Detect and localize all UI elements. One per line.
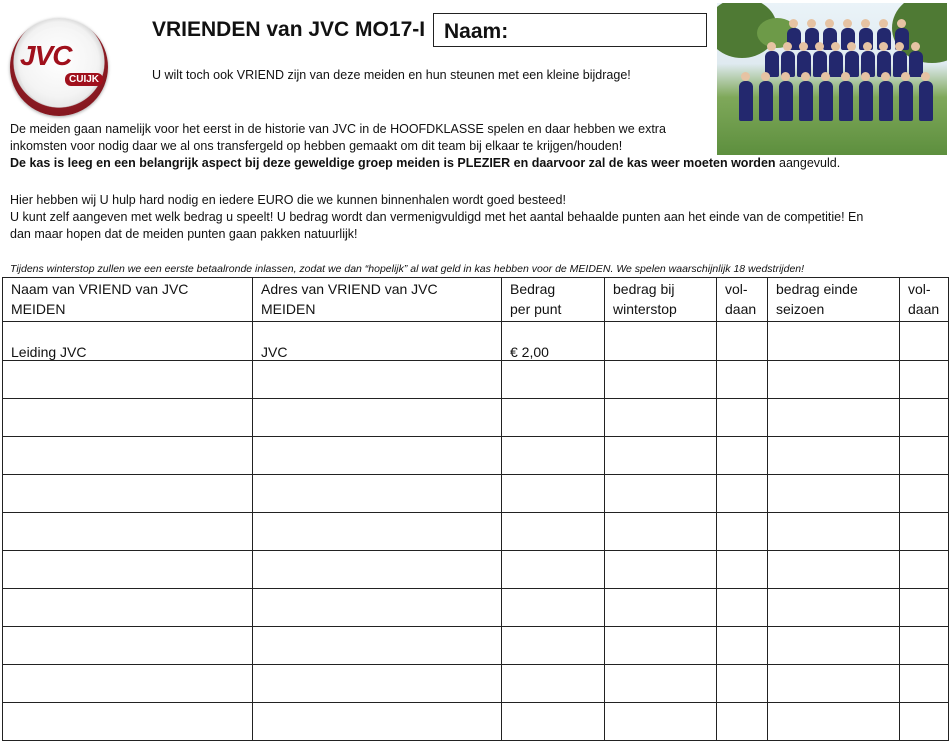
table-cell[interactable] (502, 475, 605, 513)
table-cell[interactable] (768, 399, 900, 437)
table-cell[interactable] (502, 399, 605, 437)
column-header-line: vol- (725, 281, 748, 297)
table-body (3, 322, 949, 741)
paragraph-1-line-2: inkomsten voor nodig daar we al ons transfergeld op hebben gemaakt om dit team bij elkaar te krijgen/houden! (10, 139, 623, 153)
page-title: VRIENDEN van JVC MO17-I (152, 18, 426, 41)
table-cell[interactable] (253, 361, 502, 399)
player-head (921, 72, 930, 81)
table-cell[interactable] (605, 551, 717, 589)
player-head (825, 19, 834, 28)
table-cell[interactable] (502, 437, 605, 475)
table-cell[interactable] (3, 703, 253, 741)
column-header-line: MEIDEN (261, 301, 316, 317)
table-cell[interactable] (717, 475, 768, 513)
table-cell[interactable] (605, 322, 717, 361)
player-figure (779, 81, 793, 121)
player-head (799, 42, 808, 51)
table-cell[interactable] (717, 551, 768, 589)
payment-note: Tijdens winterstop zullen we een eerste betaalronde inlassen, zodat we dan “hopelijk” al wat geld in kas hebben voor de MEIDEN. We spelen waarschijnlijk 18 wedstrijden! (10, 263, 805, 275)
player-figure (839, 81, 853, 121)
table-cell[interactable] (768, 551, 900, 589)
player-head (767, 42, 776, 51)
table-cell[interactable] (502, 589, 605, 627)
table-cell[interactable] (3, 589, 253, 627)
table-cell[interactable] (253, 627, 502, 665)
column-header-line: Adres van VRIEND van JVC (261, 281, 438, 297)
table-cell[interactable] (253, 589, 502, 627)
table-cell[interactable] (768, 627, 900, 665)
column-header-line: daan (725, 301, 757, 317)
player-head (831, 42, 840, 51)
table-row (3, 589, 949, 627)
paragraph-3-line-3: dan maar hopen dat de meiden punten gaan pakken natuurlijk! (10, 227, 358, 241)
table-cell[interactable] (768, 665, 900, 703)
column-header (768, 278, 900, 322)
jvc-logo (10, 18, 108, 116)
table-cell[interactable] (3, 399, 253, 437)
table-cell[interactable] (605, 627, 717, 665)
player-figure (819, 81, 833, 121)
table-row (3, 551, 949, 589)
table-cell[interactable] (717, 627, 768, 665)
table-cell[interactable] (502, 627, 605, 665)
table-cell[interactable] (502, 703, 605, 741)
column-header (253, 278, 502, 322)
table-row (3, 513, 949, 551)
table-cell[interactable] (253, 513, 502, 551)
player-head (807, 19, 816, 28)
player-head (879, 19, 888, 28)
player-head (911, 42, 920, 51)
table-cell[interactable] (900, 703, 949, 741)
table-cell[interactable] (768, 322, 900, 361)
table-cell[interactable] (3, 627, 253, 665)
table-cell[interactable] (768, 513, 900, 551)
player-head (841, 72, 850, 81)
paragraph-3-line-2: U kunt zelf aangeven met welk bedrag u speelt! U bedrag wordt dan vermenigvuldigd met het aantal behaalde punten aan het einde van de competitie! En (10, 210, 864, 224)
player-head (741, 72, 750, 81)
player-head (901, 72, 910, 81)
table-row (3, 322, 949, 361)
column-header (3, 278, 253, 322)
table-cell[interactable] (3, 475, 253, 513)
table-cell[interactable] (605, 361, 717, 399)
table-cell[interactable] (502, 361, 605, 399)
paragraph-2-bold: De kas is leeg en een belangrijk aspect bij deze geweldige groep meiden is PLEZIER en daarvoor zal de kas weer moeten worden (10, 156, 776, 170)
name-label: Naam: (444, 20, 509, 43)
table-cell[interactable] (3, 551, 253, 589)
table-cell[interactable] (253, 437, 502, 475)
player-figure (899, 81, 913, 121)
column-header-line: per punt (510, 301, 562, 317)
player-figure (919, 81, 933, 121)
table-cell[interactable] (253, 665, 502, 703)
column-header (900, 278, 949, 322)
table-cell[interactable] (605, 703, 717, 741)
table-cell[interactable] (900, 513, 949, 551)
table-cell[interactable] (717, 513, 768, 551)
supporters-table (2, 277, 949, 741)
player-head (881, 72, 890, 81)
player-head (863, 42, 872, 51)
tagline: U wilt toch ook VRIEND zijn van deze meiden en hun steunen met een kleine bijdrage! (152, 68, 631, 82)
column-header (717, 278, 768, 322)
player-head (861, 72, 870, 81)
player-figure (879, 81, 893, 121)
table-cell[interactable] (253, 703, 502, 741)
player-head (861, 19, 870, 28)
player-head (879, 42, 888, 51)
table-cell[interactable] (605, 589, 717, 627)
table-cell[interactable] (900, 589, 949, 627)
column-header-line: winterstop (613, 301, 677, 317)
table-cell[interactable] (253, 551, 502, 589)
table-cell[interactable] (900, 551, 949, 589)
player-head (847, 42, 856, 51)
logo-text: JVC (20, 40, 72, 71)
column-header-line: MEIDEN (11, 301, 66, 317)
table-cell[interactable] (3, 513, 253, 551)
paragraph-2-tail: aangevuld. (775, 156, 841, 170)
table-row (3, 665, 949, 703)
table-cell[interactable] (605, 437, 717, 475)
player-head (781, 72, 790, 81)
table-row (3, 399, 949, 437)
table-cell[interactable] (3, 361, 253, 399)
table-cell[interactable] (768, 437, 900, 475)
table-cell[interactable] (253, 475, 502, 513)
table-cell[interactable]: € 2,00 (502, 322, 605, 361)
player-head (897, 19, 906, 28)
column-header (605, 278, 717, 322)
name-field[interactable] (433, 13, 707, 47)
column-header-line: bedrag einde (776, 281, 858, 297)
table-cell[interactable] (900, 322, 949, 361)
table-cell[interactable] (900, 475, 949, 513)
player-head (843, 19, 852, 28)
column-header-line: vol- (908, 281, 931, 297)
table-cell[interactable] (605, 665, 717, 703)
table-cell[interactable] (900, 665, 949, 703)
table-cell[interactable] (900, 361, 949, 399)
column-header-line: Bedrag (510, 281, 556, 297)
player-head (895, 42, 904, 51)
column-header-line: bedrag bij (613, 281, 675, 297)
table-cell[interactable] (717, 322, 768, 361)
player-figure (799, 81, 813, 121)
column-header-line: daan (908, 301, 940, 317)
table-cell[interactable] (768, 589, 900, 627)
paragraph-2 (10, 155, 840, 172)
table-cell[interactable] (717, 589, 768, 627)
player-head (761, 72, 770, 81)
player-figure (759, 81, 773, 121)
table-cell[interactable] (605, 513, 717, 551)
player-head (801, 72, 810, 81)
table-cell[interactable]: Leiding JVC (3, 322, 253, 361)
player-head (789, 19, 798, 28)
table-cell[interactable] (253, 399, 502, 437)
table-cell[interactable] (3, 437, 253, 475)
player-figure (859, 81, 873, 121)
player-head (815, 42, 824, 51)
logo-subtext: CUIJK (65, 73, 103, 86)
table-cell[interactable] (768, 361, 900, 399)
player-head (783, 42, 792, 51)
table-row (3, 437, 949, 475)
table-cell[interactable] (900, 399, 949, 437)
table-cell[interactable] (900, 627, 949, 665)
table-cell[interactable] (717, 437, 768, 475)
table-cell[interactable] (502, 665, 605, 703)
player-figure (739, 81, 753, 121)
table-cell[interactable] (717, 665, 768, 703)
table-cell[interactable] (717, 399, 768, 437)
table-row (3, 361, 949, 399)
paragraph-1-line-1: De meiden gaan namelijk voor het eerst in de historie van JVC in de HOOFDKLASSE spelen en daar hebben we extra (10, 122, 666, 136)
table-cell[interactable] (605, 475, 717, 513)
table-cell[interactable] (502, 551, 605, 589)
team-photo (717, 3, 947, 155)
table-cell[interactable] (3, 665, 253, 703)
column-header-line: seizoen (776, 301, 825, 317)
table-cell[interactable] (502, 513, 605, 551)
table-row (3, 627, 949, 665)
table-row (3, 475, 949, 513)
table-cell[interactable] (768, 703, 900, 741)
table-cell[interactable] (717, 703, 768, 741)
table-cell[interactable]: JVC (253, 322, 502, 361)
column-header-line: Naam van VRIEND van JVC (11, 281, 189, 297)
table-cell[interactable] (717, 361, 768, 399)
table-cell[interactable] (768, 475, 900, 513)
column-header (502, 278, 605, 322)
paragraph-3-line-1: Hier hebben wij U hulp hard nodig en iedere EURO die we kunnen binnenhalen wordt goed besteed! (10, 193, 566, 207)
player-head (821, 72, 830, 81)
table-cell[interactable] (900, 437, 949, 475)
table-cell[interactable] (605, 399, 717, 437)
table-header-row (3, 278, 949, 322)
table-row (3, 703, 949, 741)
